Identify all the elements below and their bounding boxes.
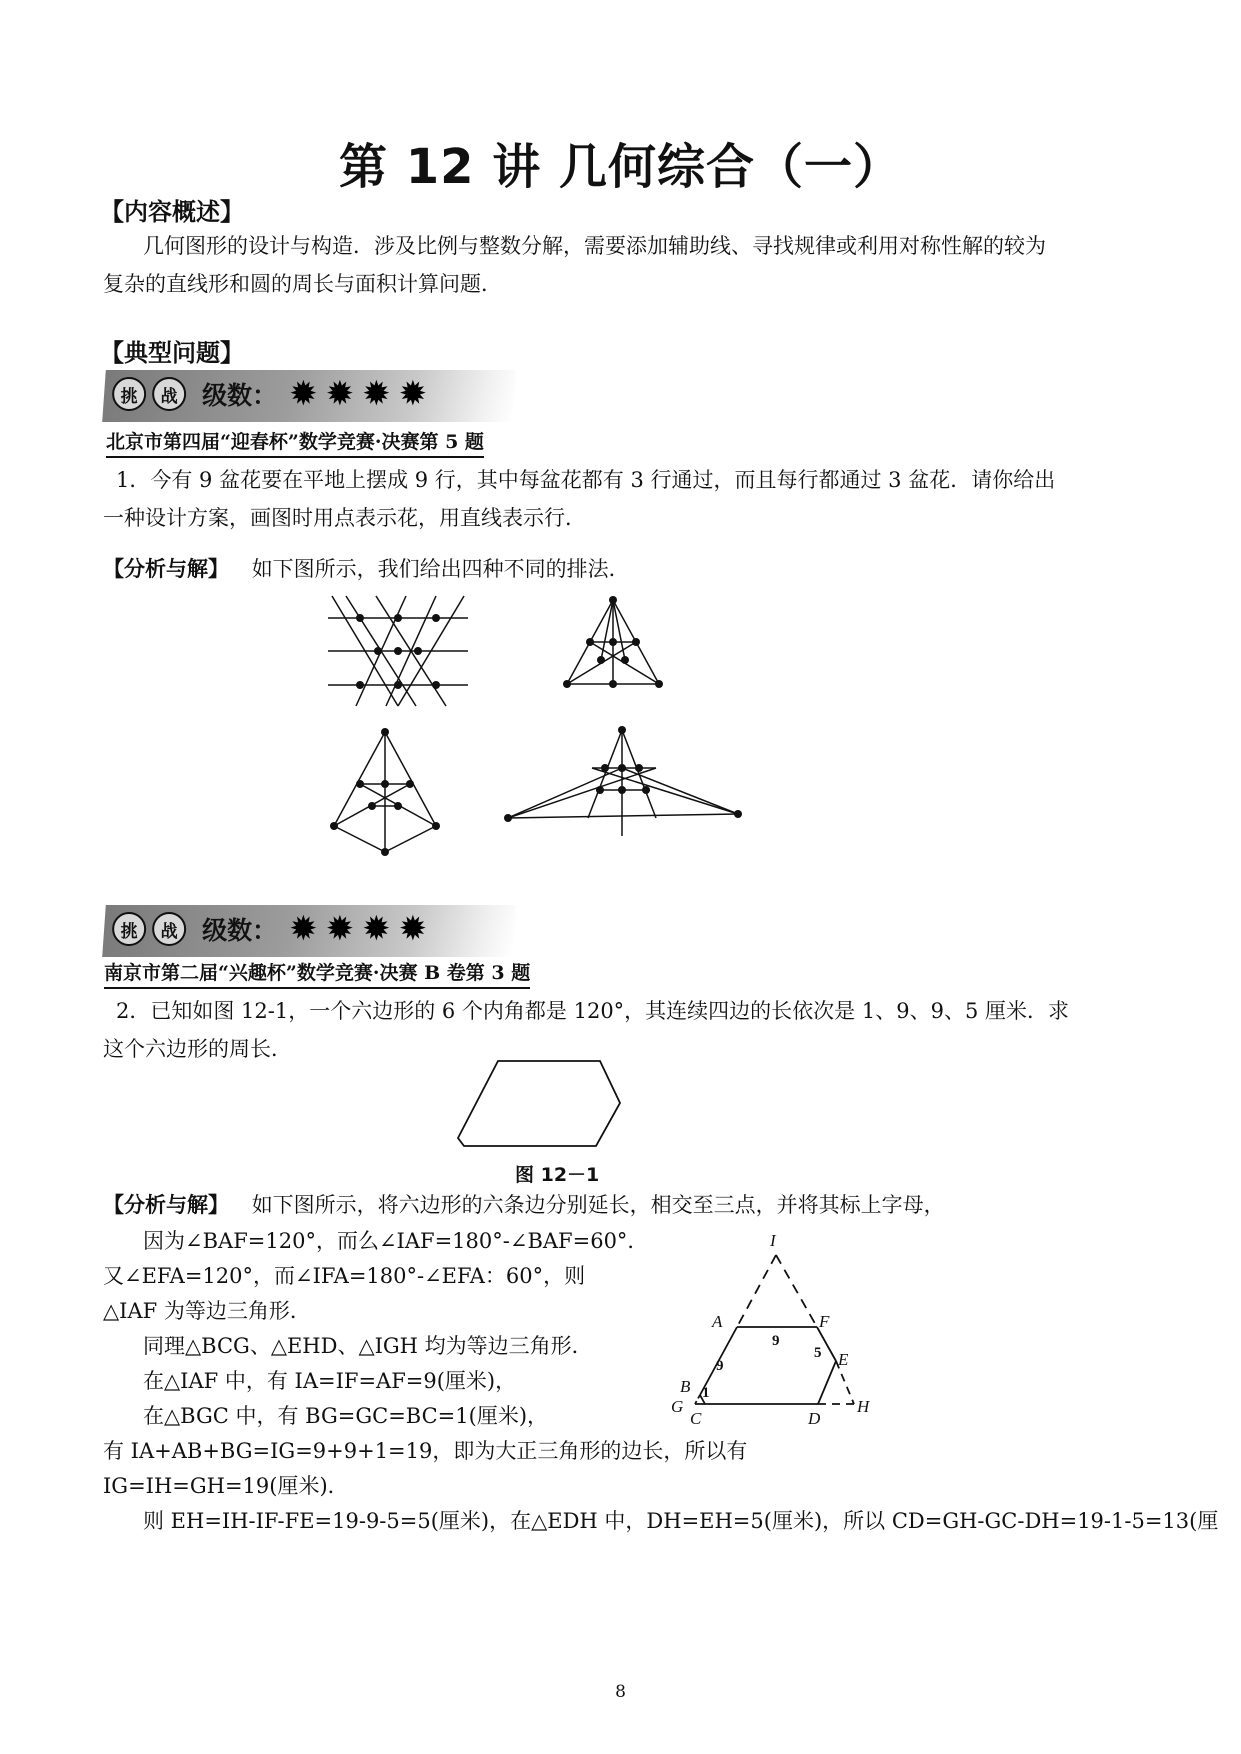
label-A: A [712,1312,723,1331]
hexagon-figure [450,1058,630,1154]
analysis-label: 【分析与解】 [103,1193,229,1217]
challenge-char-2: 战 [152,912,186,946]
label-D: D [808,1409,821,1428]
solution-line-5: 在△IAF 中，有 IA=IF=AF=9(厘米)， [143,1369,517,1393]
problem-1-line-1: 1．今有 9 盆花要在平地上摆成 9 行，其中每盆花都有 3 行通过，而且每行都通过 3 盆花．请你给出 [116,468,1056,492]
challenge-char-2: 战 [152,377,186,411]
page-number: 8 [615,1682,626,1702]
challenge-char-1: 挑 [112,377,146,411]
solution-line-9: 则 EH=IH-IF-FE=19-9-5=5(厘米)，在△EDH 中，DH=EH=5(厘米)，所以 CD=GH-GC-DH=19-1-5=13(厘 [143,1509,1219,1533]
label-F: F [819,1312,830,1331]
challenge-char-1: 挑 [112,912,146,946]
star-icon: ✹ [325,909,355,949]
star-icon: ✹ [362,374,391,414]
star-icon: ✹ [325,374,355,414]
triangle-figure [668,1230,898,1440]
analysis-text: 如下图所示，我们给出四种不同的排法． [251,557,630,581]
side-ab-length: 9 [716,1358,724,1374]
problem-1-analysis [103,550,630,588]
solution-line-7: 有 IA+AB+BG=IG=9+9+1=19，即为大正三角形的边长，所以有 [103,1439,748,1463]
label-I: I [770,1231,776,1250]
figure-caption: 图 12－1 [515,1164,600,1186]
overview-line-2: 复杂的直线形和圆的周长与面积计算问题． [103,272,502,296]
problem-2-source: 南京市第二届“兴趣杯”数学竞赛·决赛 B 卷第 3 题 [104,958,530,989]
level-label: 级数： [202,916,278,945]
typical-heading: 【典型问题】 [100,339,244,367]
label-H: H [857,1397,870,1416]
label-B: B [680,1377,691,1396]
side-af-length: 9 [772,1333,780,1349]
solution-line-6: 在△BGC 中，有 BG=GC=BC=1(厘米)， [143,1404,549,1428]
level-label: 级数： [202,381,278,410]
arrangement-figure-4 [500,722,750,840]
side-bc-length: 1 [702,1385,710,1401]
side-fe-length: 5 [814,1345,822,1361]
page-title: 第 12 讲 几何综合（一） [339,139,902,195]
solution-line-2: 又∠EFA=120°，而∠IFA=180°-∠EFA：60°，则 [103,1264,586,1288]
arrangement-figure-3 [322,724,452,859]
overview-heading: 【内容概述】 [100,198,244,226]
star-icon: ✹ [289,909,318,949]
solution-line-1: 因为∠BAF=120°，而么∠IAF=180°-∠BAF=60°． [143,1229,649,1253]
overview-line-1: 几何图形的设计与构造．涉及比例与整数分解，需要添加辅助线、寻找规律或利用对称性解的较为 [143,234,1046,258]
solution-line-4: 同理△BCG、△EHD、△IGH 均为等边三角形． [143,1334,593,1358]
problem-1-source: 北京市第四届“迎春杯”数学竞赛·决赛第 5 题 [106,427,484,458]
label-E: E [838,1350,849,1369]
challenge-banner-2 [102,905,516,957]
label-G: G [671,1397,684,1416]
challenge-banner-1 [102,370,516,422]
problem-2-analysis [103,1186,945,1224]
analysis-intro: 如下图所示，将六边形的六条边分别延长，相交至三点，并将其标上字母， [251,1193,945,1217]
star-icon: ✹ [398,374,428,414]
arrangement-figure-2 [555,592,675,692]
solution-line-8: IG=IH=GH=19(厘米)． [103,1474,349,1498]
arrangement-figure-1 [320,588,480,713]
problem-2-line-2: 这个六边形的周长． [103,1037,292,1061]
star-icon: ✹ [398,909,428,949]
label-C: C [690,1409,702,1428]
solution-line-3: △IAF 为等边三角形． [103,1299,311,1323]
problem-1-line-2: 一种设计方案，画图时用点表示花，用直线表示行． [103,506,586,530]
star-icon: ✹ [289,374,318,414]
star-icon: ✹ [362,909,391,949]
problem-2-line-1: 2．已知如图 12-1，一个六边形的 6 个内角都是 120°，其连续四边的长依次是 1、9、9、5 厘米．求 [116,999,1069,1023]
analysis-label: 【分析与解】 [103,557,229,581]
